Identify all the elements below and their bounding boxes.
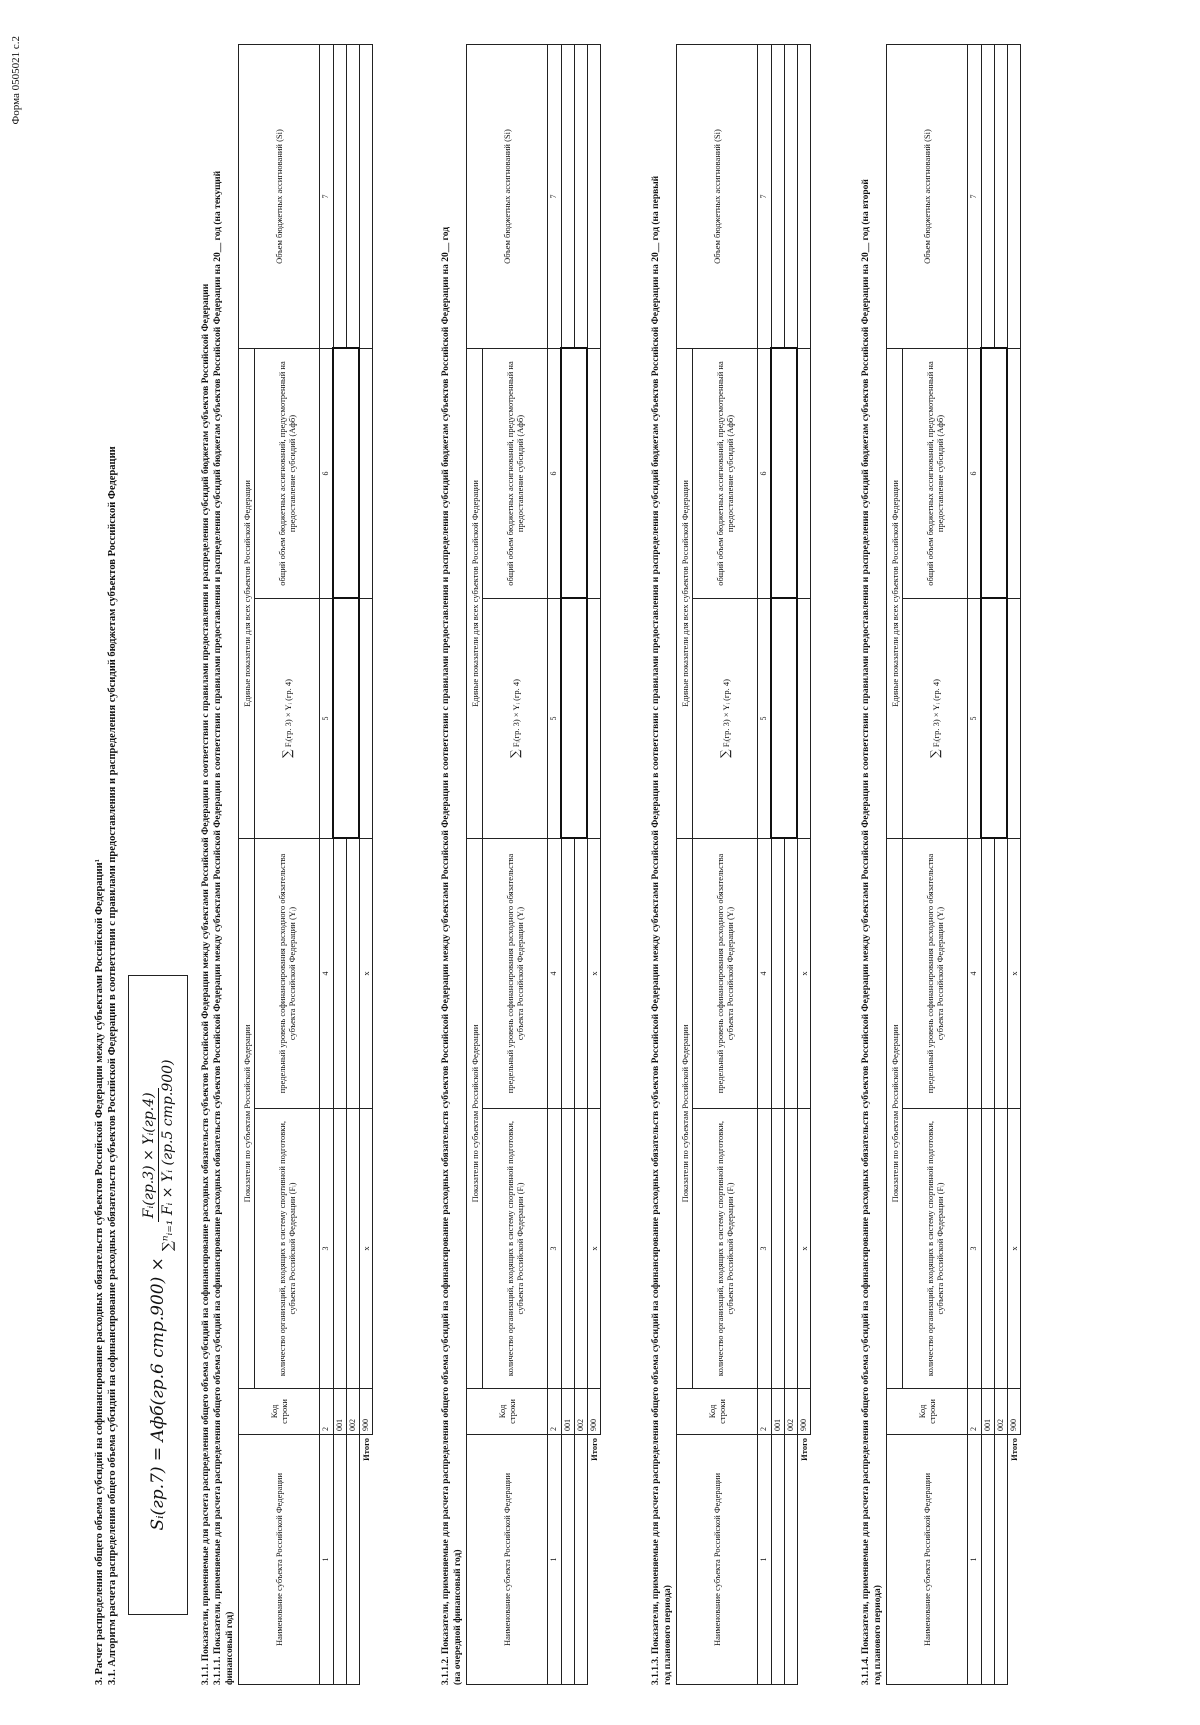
table-row: [346, 45, 359, 1685]
total-col6[interactable]: [587, 349, 601, 599]
header-code: Код строки: [467, 1389, 548, 1435]
header-col3: количество организаций, входящих в систему спортивной подготовки, субъекта Российской Федерации (Fᵢ): [483, 1109, 548, 1389]
section-heading: [440, 45, 464, 1685]
table-row: [994, 45, 1007, 1685]
shaded-cell: [771, 599, 797, 839]
header-code: Код строки: [677, 1389, 758, 1435]
colnum-7: 7: [758, 45, 772, 349]
formula-box: [128, 975, 188, 1615]
y-cell[interactable]: [771, 839, 784, 1109]
header-col4: предельный уровень софинансирования расходного обязательства субъекта Российской Федерации (Yᵢ): [903, 839, 968, 1109]
f-cell[interactable]: [771, 1109, 784, 1389]
total-row: [587, 45, 601, 1685]
header-code: Код строки: [239, 1389, 320, 1435]
s-cell[interactable]: [574, 45, 587, 349]
header-col5: ∑ Fᵢ(гр. 3) × Yᵢ (гр. 4): [693, 599, 758, 839]
section-line-1: 3.1.1.3. Показатели, применяемые для расчета распределения общего объема субсидий на софинансирование расходных обязательств субъектов Российской Федерации между субъектами Российской Федерации в соответствии с правилами предоставления и распределения субсидий бюджетам субъектов Российской Федерации на 20__ год (на первый: [651, 175, 661, 1685]
y-cell[interactable]: [574, 839, 587, 1109]
y-cell[interactable]: [994, 839, 1007, 1109]
header-col6: общий объем бюджетных ассигнований, предусмотренный на предоставление субсидий (Aфб): [255, 349, 320, 599]
total-code: 900: [797, 1389, 811, 1435]
section-line-1: 3.1.1.2. Показатели, применяемые для расчета распределения общего объема субсидий на софинансирование расходных обязательств субъектов Российской Федерации между субъектами Российской Федерации в соответствии с правилами предоставления и распределения субсидий бюджетам субъектов Российской Федерации на 20__ год: [441, 226, 451, 1685]
header-col6: общий объем бюджетных ассигнований, предусмотренный на предоставление субсидий (Aфб): [693, 349, 758, 599]
header-group-regions: Показатели по субъектам Российской Федерации: [239, 839, 255, 1389]
total-col7[interactable]: [587, 45, 601, 349]
section-3-1-1-3: [650, 45, 811, 1685]
row-code: 001: [981, 1389, 994, 1435]
s-cell[interactable]: [333, 45, 346, 349]
region-name-cell[interactable]: [994, 1435, 1007, 1685]
total-col7[interactable]: [359, 45, 373, 349]
total-col6[interactable]: [1007, 349, 1021, 599]
shaded-cell: [333, 349, 359, 599]
section-line-2: год планового периода): [663, 1585, 673, 1685]
colnum-1: 1: [548, 1435, 562, 1685]
region-name-cell[interactable]: [771, 1435, 784, 1685]
shaded-cell: [333, 599, 359, 839]
x-mark: x: [797, 839, 811, 1109]
s-cell[interactable]: [994, 45, 1007, 349]
total-code: 900: [587, 1389, 601, 1435]
row-code: 002: [784, 1389, 797, 1435]
x-mark: x: [1007, 839, 1021, 1109]
colnum-2: 2: [548, 1389, 562, 1435]
section-heading: [860, 45, 884, 1685]
y-cell[interactable]: [346, 839, 359, 1109]
region-name-cell[interactable]: [561, 1435, 574, 1685]
colnum-3: 3: [320, 1109, 334, 1389]
total-col6[interactable]: [797, 349, 811, 599]
formula-denominator: ∑ⁿᵢ₌₁ Fᵢ × Yᵢ (гр.5 стр.900): [159, 1059, 176, 1252]
colnum-1: 1: [758, 1435, 772, 1685]
colnum-7: 7: [320, 45, 334, 349]
header-name: Наименование субъекта Российской Федерации: [239, 1435, 320, 1685]
x-mark: x: [359, 1109, 373, 1389]
total-col5[interactable]: [359, 599, 373, 839]
table-row: [784, 45, 797, 1685]
row-code: 002: [574, 1389, 587, 1435]
colnum-4: 4: [758, 839, 772, 1109]
total-row: [1007, 45, 1021, 1685]
header-col3: количество организаций, входящих в систему спортивной подготовки, субъекта Российской Федерации (Fᵢ): [903, 1109, 968, 1389]
colnum-4: 4: [968, 839, 982, 1109]
formula-numerator: Fᵢ(гр.3) × Yᵢ(гр.4): [141, 1088, 159, 1222]
header-group-regions: Показатели по субъектам Российской Федерации: [467, 839, 483, 1389]
section-line-1: 3.1.1.4. Показатели, применяемые для расчета распределения общего объема субсидий на софинансирование расходных обязательств субъектов Российской Федерации между субъектами Российской Федерации в соответствии с правилами предоставления и распределения субсидий бюджетам субъектов Российской Федерации на 20__ год (на второй: [861, 179, 871, 1685]
header-name: Наименование субъекта Российской Федерации: [887, 1435, 968, 1685]
section-heading: [650, 45, 674, 1685]
x-mark: x: [797, 1109, 811, 1389]
section-3-1-1-2: [440, 45, 601, 1685]
header-col7: Объем бюджетных ассигнований (Si): [677, 45, 758, 349]
f-cell[interactable]: [784, 1109, 797, 1389]
total-col5[interactable]: [797, 599, 811, 839]
s-cell[interactable]: [981, 45, 994, 349]
colnum-3: 3: [548, 1109, 562, 1389]
total-label: Итого: [799, 1438, 809, 1461]
total-col5[interactable]: [1007, 599, 1021, 839]
header-col7: Объем бюджетных ассигнований (Si): [239, 45, 320, 349]
colnum-7: 7: [548, 45, 562, 349]
section-heading: [200, 45, 236, 1685]
formula-fraction: [141, 1059, 176, 1251]
f-cell[interactable]: [981, 1109, 994, 1389]
indicators-table: [466, 44, 601, 1685]
x-mark: x: [1007, 1109, 1021, 1389]
y-cell[interactable]: [784, 839, 797, 1109]
total-col6[interactable]: [359, 349, 373, 599]
colnum-6: 6: [320, 349, 334, 599]
header-col4: предельный уровень софинансирования расходного обязательства субъекта Российской Федерации (Yᵢ): [693, 839, 758, 1109]
colnum-5: 5: [320, 599, 334, 839]
total-row: [359, 45, 373, 1685]
form-code: Форма 0505021 с.2: [10, 36, 22, 125]
colnum-3: 3: [758, 1109, 772, 1389]
header-col5: ∑ Fᵢ(гр. 3) × Yᵢ (гр. 4): [255, 599, 320, 839]
y-cell[interactable]: [333, 839, 346, 1109]
shaded-cell: [771, 349, 797, 599]
header-name: Наименование субъекта Российской Федерации: [467, 1435, 548, 1685]
row-code: 001: [333, 1389, 346, 1435]
total-col7[interactable]: [797, 45, 811, 349]
header-col6: общий объем бюджетных ассигнований, предусмотренный на предоставление субсидий (Aфб): [903, 349, 968, 599]
colnum-5: 5: [758, 599, 772, 839]
colnum-6: 6: [548, 349, 562, 599]
total-label: Итого: [361, 1438, 371, 1461]
formula-left: Sᵢ(гр.7) = Aфб(гр.6 стр.900) ×: [148, 1257, 168, 1531]
table-row: [561, 45, 574, 1685]
header-col3: количество организаций, входящих в систему спортивной подготовки, субъекта Российской Федерации (Fᵢ): [255, 1109, 320, 1389]
table-row: [333, 45, 346, 1685]
row-code: 001: [561, 1389, 574, 1435]
header-group-regions: Показатели по субъектам Российской Федерации: [887, 839, 903, 1389]
colnum-7: 7: [968, 45, 982, 349]
region-name-cell[interactable]: [333, 1435, 346, 1685]
y-cell[interactable]: [981, 839, 994, 1109]
header-col6: общий объем бюджетных ассигнований, предусмотренный на предоставление субсидий (Aфб): [483, 349, 548, 599]
f-cell[interactable]: [994, 1109, 1007, 1389]
section-3-1-title: 3.1. Алгоритм расчета распределения общего объема субсидий на софинансирование расходных обязательств субъектов Российской Федерации в соответствии с правилами предоставления и распределения субсидий бюджетам субъектов Российской Федерации: [107, 446, 118, 1685]
colnum-2: 2: [968, 1389, 982, 1435]
colnum-6: 6: [758, 349, 772, 599]
x-mark: x: [359, 839, 373, 1109]
section-line-2: (на очередной финансовый год): [453, 1549, 463, 1685]
colnum-2: 2: [320, 1389, 334, 1435]
section-line-2: год планового периода): [873, 1585, 883, 1685]
s-cell[interactable]: [784, 45, 797, 349]
shaded-cell: [561, 599, 587, 839]
total-label: Итого: [1009, 1438, 1019, 1461]
region-name-cell[interactable]: [574, 1435, 587, 1685]
header-group-all: Единые показатели для всех субъектов Российской Федерации: [467, 349, 483, 839]
total-col5[interactable]: [587, 599, 601, 839]
section-line-2: финансовый год): [225, 1611, 235, 1685]
header-group-all: Единые показатели для всех субъектов Российской Федерации: [887, 349, 903, 839]
region-name-cell[interactable]: [981, 1435, 994, 1685]
indicators-table: [238, 44, 373, 1685]
total-code: 900: [1007, 1389, 1021, 1435]
colnum-3: 3: [968, 1109, 982, 1389]
intro-line: 3.1.1. Показатели, применяемые для расчета распределения общего объема субсидий на софинансирование расходных обязательств субъектов Российской Федерации между субъектами Российской Федерации в соответствии с правилами предоставления и распределения субсидий бюджетам субъектов Российской Федерации: [201, 283, 211, 1685]
colnum-1: 1: [968, 1435, 982, 1685]
title-block: [93, 446, 119, 1685]
x-mark: x: [587, 839, 601, 1109]
colnum-2: 2: [758, 1389, 772, 1435]
table-row: [771, 45, 784, 1685]
total-code: 900: [359, 1389, 373, 1435]
row-code: 002: [346, 1389, 359, 1435]
header-col5: ∑ Fᵢ(гр. 3) × Yᵢ (гр. 4): [903, 599, 968, 839]
s-cell[interactable]: [771, 45, 784, 349]
total-label: Итого: [589, 1438, 599, 1461]
header-name: Наименование субъекта Российской Федерации: [677, 1435, 758, 1685]
header-group-all: Единые показатели для всех субъектов Российской Федерации: [677, 349, 693, 839]
section-line-1: 3.1.1.1. Показатели, применяемые для расчета распределения общего объема субсидий на софинансирование расходных обязательств субъектов Российской Федерации между субъектами Российской Федерации в соответствии с правилами предоставления и распределения субсидий бюджетам субъектов Российской Федерации на 20__ год (на текущий: [213, 170, 223, 1685]
total-row: [797, 45, 811, 1685]
colnum-6: 6: [968, 349, 982, 599]
colnum-5: 5: [548, 599, 562, 839]
section-3-1-1-1: [200, 45, 373, 1685]
colnum-5: 5: [968, 599, 982, 839]
shaded-cell: [981, 349, 1007, 599]
shaded-cell: [561, 349, 587, 599]
header-code: Код строки: [887, 1389, 968, 1435]
header-col3: количество организаций, входящих в систему спортивной подготовки, субъекта Российской Федерации (Fᵢ): [693, 1109, 758, 1389]
colnum-4: 4: [548, 839, 562, 1109]
section-3-title: 3. Расчет распределения общего объема субсидий на софинансирование расходных обязательств субъектов Российской Федерации между субъектами Российской Федерации¹: [94, 859, 105, 1685]
table-row: [574, 45, 587, 1685]
s-cell[interactable]: [346, 45, 359, 349]
header-col4: предельный уровень софинансирования расходного обязательства субъекта Российской Федерации (Yᵢ): [255, 839, 320, 1109]
y-cell[interactable]: [561, 839, 574, 1109]
row-code: 001: [771, 1389, 784, 1435]
x-mark: x: [587, 1109, 601, 1389]
table-row: [981, 45, 994, 1685]
f-cell[interactable]: [574, 1109, 587, 1389]
colnum-4: 4: [320, 839, 334, 1109]
shaded-cell: [981, 599, 1007, 839]
header-col5: ∑ Fᵢ(гр. 3) × Yᵢ (гр. 4): [483, 599, 548, 839]
total-col7[interactable]: [1007, 45, 1021, 349]
region-name-cell[interactable]: [346, 1435, 359, 1685]
colnum-1: 1: [320, 1435, 334, 1685]
f-cell[interactable]: [333, 1109, 346, 1389]
row-code: 002: [994, 1389, 1007, 1435]
header-col7: Объем бюджетных ассигнований (Si): [467, 45, 548, 349]
f-cell[interactable]: [346, 1109, 359, 1389]
f-cell[interactable]: [561, 1109, 574, 1389]
section-3-1-1-4: [860, 45, 1021, 1685]
indicators-table: [676, 44, 811, 1685]
s-cell[interactable]: [561, 45, 574, 349]
header-group-all: Единые показатели для всех субъектов Российской Федерации: [239, 349, 255, 839]
header-col4: предельный уровень софинансирования расходного обязательства субъекта Российской Федерации (Yᵢ): [483, 839, 548, 1109]
region-name-cell[interactable]: [784, 1435, 797, 1685]
header-group-regions: Показатели по субъектам Российской Федерации: [677, 839, 693, 1389]
indicators-table: [886, 44, 1021, 1685]
header-col7: Объем бюджетных ассигнований (Si): [887, 45, 968, 349]
